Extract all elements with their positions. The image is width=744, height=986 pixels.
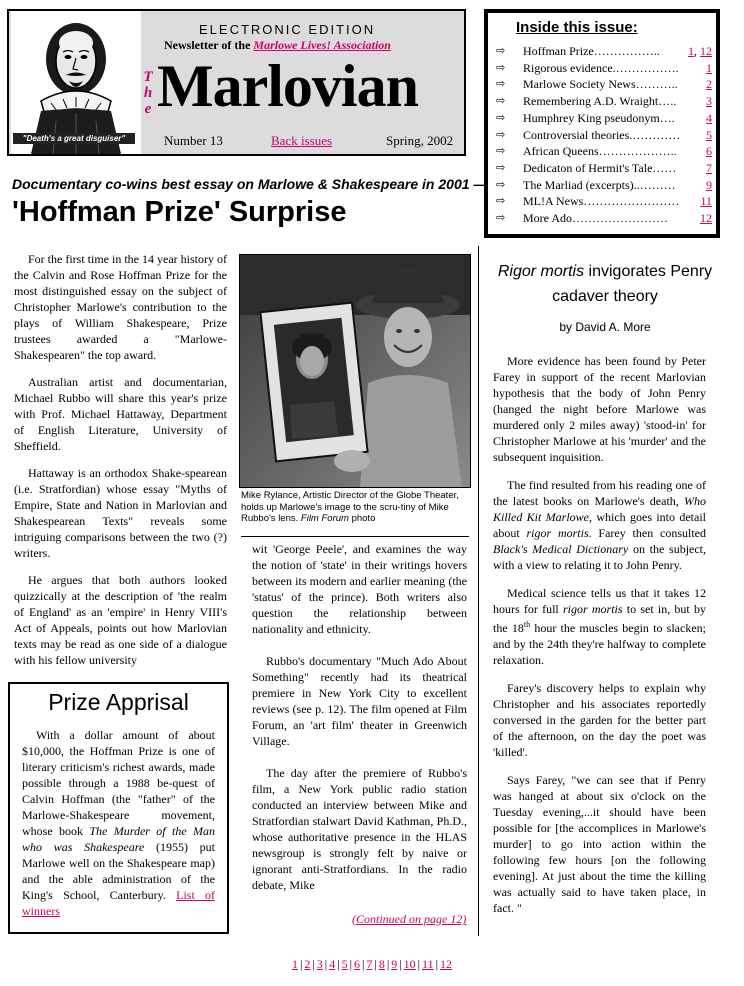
pager-link[interactable]: 3 [316, 957, 323, 971]
ordinal-suffix: th [523, 620, 531, 629]
portrait-caption: "Death's a great disguiser" [13, 133, 135, 144]
arrow-right-icon: ⇨ [496, 177, 506, 191]
contents-page-link[interactable]: 11 [700, 194, 712, 209]
arrow-right-icon: ⇨ [496, 110, 506, 124]
article-kicker: Documentary co-wins best essay on Marlowe & Shakespeare in 2001 — [12, 176, 488, 192]
contents-item-dots: …………….. [593, 44, 660, 58]
arrow-right-icon: ⇨ [496, 77, 506, 91]
contents-item-title: Dedicaton of Hermit's Tale [523, 160, 653, 175]
pager-separator: | [349, 957, 353, 971]
book-title: The Murder of the Man who was Shakespeare [22, 824, 215, 854]
prize-text-end: (1955) put Marlowe well on the Shakespeare map) and the able administration of the King's School, Canterbury. [22, 840, 216, 902]
prize-title: Prize Apprisal [48, 689, 189, 715]
contents-item [496, 76, 712, 93]
photo-divider [241, 536, 469, 537]
arrow-right-icon: ⇨ [496, 211, 506, 225]
pager-separator: | [435, 957, 439, 971]
rigor-text: Medical science tells us that it takes 12 hours for full [493, 586, 706, 616]
photo-credit-word: photo [351, 513, 376, 524]
newsletter-title: Marlovian [157, 53, 418, 119]
contents-item [496, 160, 712, 177]
pager-link[interactable]: 12 [440, 957, 453, 971]
contents-page-link[interactable]: 3 [706, 94, 712, 109]
prize-text [22, 727, 215, 919]
contents-page-link[interactable]: 12 [700, 44, 712, 58]
pager-link[interactable]: 5 [341, 957, 348, 971]
rigor-paragraph [493, 477, 706, 573]
edition-label: ELECTRONIC EDITION [199, 22, 376, 37]
contents-item [496, 210, 712, 227]
article-headline: 'Hoffman Prize' Surprise [12, 196, 347, 228]
contents-item [496, 60, 712, 77]
contents-item-title: Remembering A.D. Wraight [523, 94, 659, 109]
contents-item-dots: …. [659, 110, 675, 125]
photo-credit-source: Film Forum [300, 513, 349, 524]
rigor-paragraph: Farey's discovery helps to explain why Christopher and his associates reportedly conversed in the garden for the better part of the afternoon, on the day the poet was 'killed'. [493, 681, 706, 759]
contents-page-link[interactable]: 12 [700, 211, 712, 226]
pager-separator: | [299, 957, 303, 971]
contents-item-dots: …………………… [583, 194, 680, 209]
article-paragraph: For the first time in the 14 year history of the Calvin and Rose Hoffman Prize for the most distinguished essay on the subject of Christopher Marlowe's contribution to the plays of William Shakespeare, Prize trustees awarded a "Marlowe-Shakespearen" the top award. [14, 252, 227, 362]
contents-item-title: More Ado [523, 211, 572, 226]
contents-list [496, 43, 712, 227]
contents-item [496, 177, 712, 194]
rigor-headline [490, 259, 720, 309]
arrow-right-icon: ⇨ [496, 194, 506, 208]
pager-separator: | [337, 957, 340, 971]
issue-number: Number 13 [164, 133, 223, 148]
pager-separator: | [417, 957, 421, 971]
pager-link[interactable]: 11 [422, 957, 434, 971]
contents-item [496, 143, 712, 160]
prize-text-start: With a dollar amount of about $10,000, the Hoffman Prize is one of literary criticism's richest awards, made possible through a 1988 be-quest of Calvin Hoffman (the "father" of the Marlowe-Shakespeare movement, whose book [22, 728, 215, 838]
contents-item-title: Hoffman Prize [523, 44, 594, 58]
inside-this-issue-box [484, 9, 720, 238]
contents-page-link[interactable]: 1 [706, 60, 712, 75]
rigor-paragraph [493, 585, 706, 668]
rigor-paragraph: Says Farey, "we can see that if Penry was hanged at about six o'clock on the Tuesday evening,...it should have been possible for [the accomplices in Marlowe's murder] to go into action within the following few hours [on the following evening]. At just about the time the killing was actually said to have taken place, in fact. " [493, 773, 706, 915]
contents-page-link[interactable]: 2 [706, 77, 712, 92]
rigor-text: to set in, but by the 18 [493, 602, 706, 635]
arrow-right-icon: ⇨ [496, 160, 506, 174]
arrow-right-icon: ⇨ [496, 127, 506, 141]
contents-item-dots: ……………….. [598, 144, 677, 159]
contents-item-dots: …………………… [572, 211, 668, 226]
book-title: Black's Medical Dictionary [493, 542, 629, 556]
contents-item-title: Controversial theories. [523, 127, 633, 142]
pager-link[interactable]: 7 [366, 957, 373, 971]
pager-link[interactable]: 4 [329, 957, 336, 971]
rigor-text: on the subject, with a view to relating it to John Penry. [493, 542, 707, 572]
inside-title: Inside this issue: [516, 19, 638, 36]
contents-item-dots: ……….. [635, 77, 678, 92]
column-divider [478, 246, 479, 936]
contents-item [496, 93, 712, 110]
arrow-right-icon: ⇨ [496, 144, 506, 158]
contents-item-title: Humphrey King pseudonym [523, 110, 660, 125]
contents-item [496, 127, 712, 144]
prize-appraisal-box [8, 682, 229, 934]
association-link[interactable]: Marlowe Lives! Association [253, 38, 391, 52]
rigor-headline-italic: Rigor mortis [497, 263, 585, 280]
rigor-paragraph: More evidence has been found by Peter Farey in support of the recent Marlovian hypothesis that the body of John Penry (hanged the night before Marlowe was murdered only 2 miles away) 'stood-in' for Christopher Marlowe at his 'murder' and the subsequent inquisition. [493, 354, 706, 464]
contents-item-title: The Marliad (excerpts) [523, 177, 634, 192]
contents-page-link[interactable]: 7 [706, 160, 712, 175]
contents-item-dots: ……………. [615, 60, 679, 75]
pager-separator: | [386, 957, 390, 971]
contents-item-dots: ..……… [633, 177, 676, 192]
rigor-term: rigor mortis [526, 526, 589, 540]
pager-separator: | [362, 957, 365, 971]
title-the [141, 69, 155, 117]
arrow-right-icon: ⇨ [496, 44, 506, 57]
back-issues-link[interactable]: Back issues [271, 133, 333, 148]
continued-link[interactable]: (Continued on page 12) [352, 912, 467, 926]
pager-separator: | [312, 957, 315, 971]
pager-separator: | [374, 957, 377, 971]
contents-item [496, 43, 712, 60]
rigor-text: hour the muscles begin to slacken; and by the 24th they're halfway to complete relaxation. [493, 621, 706, 667]
pager-link[interactable]: 9 [391, 957, 398, 971]
rigor-text: The find resulted from his reading one of the latest books on Marlowe's death, [493, 478, 706, 508]
pager-separator: | [399, 957, 402, 971]
article-paragraph: Australian artist and documentarian, Michael Rubbo will share this year's prize with Prof. Michael Hattaway, Department of English Literature, University of Sheffield. [14, 375, 227, 453]
pager-link[interactable]: 6 [354, 957, 361, 971]
article-paragraph: The day after the premiere of Rubbo's film, a New York public radio station conducted an interview between Mike and Stratfordian stalwart David Kathman, Ph.D., whose authoritative presence in the HLAS newsgroup is strongly felt by naive or ignorant anti-Stratfordians. In the radio debate, Mike [252, 766, 467, 892]
pager-link[interactable]: 8 [378, 957, 385, 971]
contents-item-title: African Queens [523, 144, 599, 159]
photo-caption-text: Mike Rylance, Artistic Director of the Globe Theater, holds up Marlowe's image to the scru-tiny of Mike Rubbo's lens. [241, 490, 459, 524]
masthead [7, 9, 466, 156]
pager-link[interactable]: 2 [304, 957, 311, 971]
contents-item-title: Rigorous evidence. [523, 60, 616, 75]
contents-item-title: Marlowe Society News [523, 77, 636, 92]
contents-item-dots: ………… [632, 127, 681, 142]
contents-page-link[interactable]: 9 [706, 177, 712, 192]
article-paragraph: Rubbo's documentary "Much Ado About Something" recently had its theatrical premiere in New York City to excellent reviews (see p. 12). The film opened at Film Forum, an 'art film' theater in Greenwich Village. [252, 654, 467, 748]
contents-page-link[interactable]: 6 [706, 144, 712, 159]
pager-link[interactable]: 1 [291, 957, 298, 971]
article-photo [239, 254, 471, 488]
rigor-text: . Farey then consulted [588, 526, 706, 540]
article-column-2 [252, 541, 467, 911]
rigor-article [493, 353, 706, 933]
contents-item-dots: …… [652, 160, 677, 175]
arrow-right-icon: ⇨ [496, 60, 506, 74]
newsletter-prefix: Newsletter of the [164, 38, 251, 52]
page-navigation [0, 957, 744, 972]
arrow-right-icon: ⇨ [496, 94, 506, 108]
title-the-text: The [140, 69, 156, 117]
rigor-headline-rest: invigorates Penry cadaver theory [552, 263, 713, 305]
byline: by David A. More [559, 320, 651, 334]
article-paragraph: Hattaway is an orthodox Shake-spearean (i.e. Stratfordian) whose essay "Myths of Empire, State and Nation in Marlovian and Shakespearean Texts" reveals some intriguing comparisons between the two (?) writers. [14, 466, 227, 560]
book-title: Who Killed Kit Marlowe [493, 494, 706, 524]
article-paragraph: wit 'George Peele', and examines the way the notion of 'state' in their writings hovers between its modern and earlier meaning (the 'status' of the prince). Both writers also question the relationship between nationality and ethnicity. [252, 542, 467, 636]
article-column-1 [14, 251, 227, 667]
contents-page-link[interactable]: 5 [706, 127, 712, 142]
list-of-winners-link[interactable]: List of winners [22, 888, 216, 918]
photo-caption [241, 490, 469, 525]
photo-illustration [240, 255, 470, 487]
article-paragraph: He argues that both authors looked quizzically at the description of 'the realm of England' as an 'empire' in Henry VIII's Act of Appeals, points out how Marlovian texts may be read as one side of a dialogue with his fellow university [14, 573, 227, 667]
contents-page-link[interactable]: 4 [706, 110, 712, 125]
issue-date: Spring, 2002 [386, 133, 454, 148]
contents-item-dots: ….. [658, 94, 677, 109]
pager-separator: | [324, 957, 328, 971]
pager-link[interactable]: 10 [403, 957, 416, 971]
rigor-term: rigor mortis [562, 602, 623, 616]
contents-page-link[interactable]: 1 [688, 44, 694, 58]
contents-item-title: ML!A News [523, 194, 584, 209]
contents-item [496, 110, 712, 127]
contents-item [496, 193, 712, 210]
contents-comma: , [694, 44, 700, 58]
prize-paragraph [22, 727, 215, 919]
rigor-text: , which goes into detail about [493, 510, 706, 540]
